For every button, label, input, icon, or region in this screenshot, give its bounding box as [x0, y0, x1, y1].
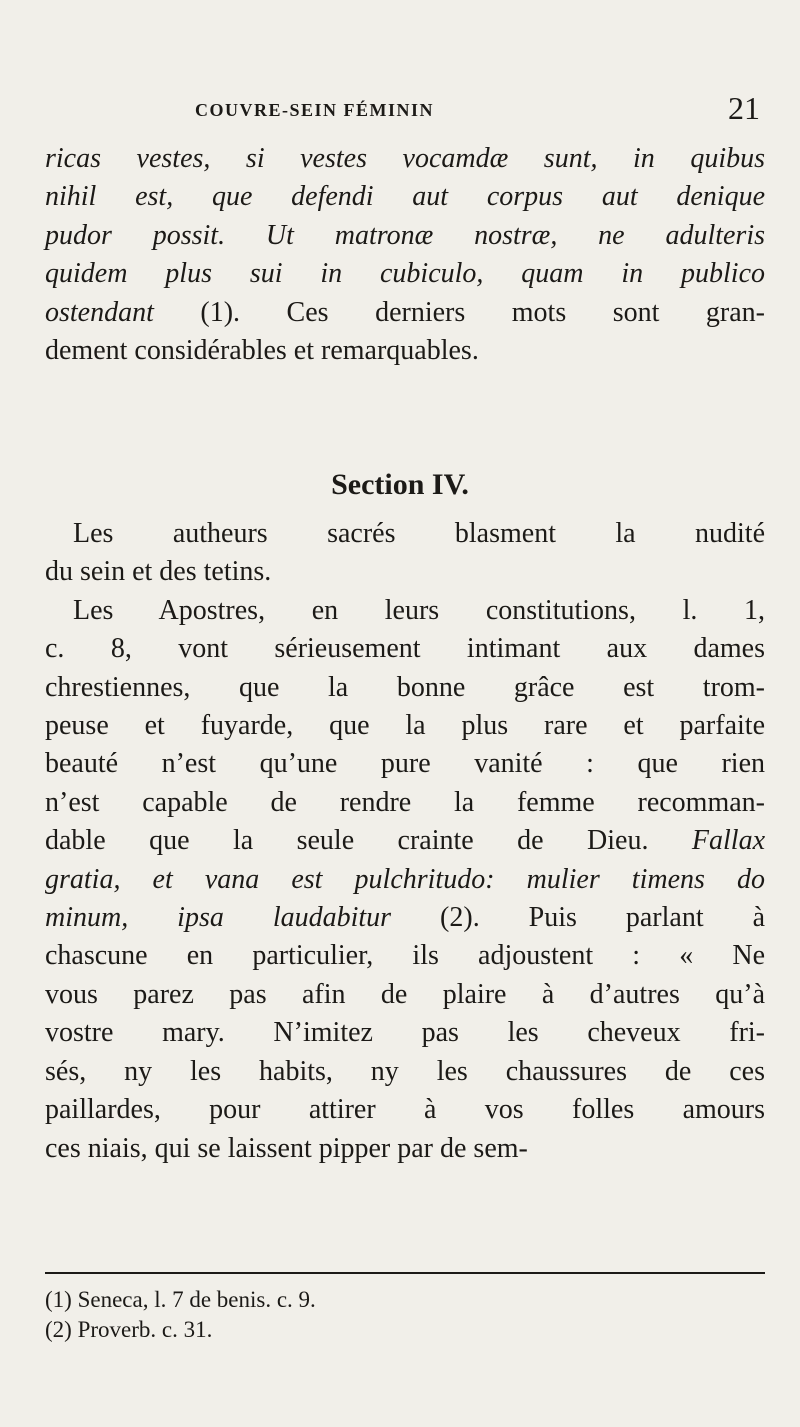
- text-span: dement considérables et remarquables.: [45, 335, 479, 367]
- text-line: [45, 332, 765, 370]
- page-header: [195, 90, 760, 124]
- text-line: [45, 1053, 765, 1091]
- text-line: [45, 217, 765, 255]
- footnotes: [45, 1285, 316, 1345]
- text-line: [45, 707, 765, 745]
- text-line: [45, 630, 765, 668]
- text-line: [45, 255, 765, 293]
- text-line: [45, 592, 765, 630]
- text-span: nihil est, que defendi aut corpus aut denique: [45, 181, 765, 213]
- text-span: chrestiennes, que la bonne grâce est trom-: [45, 671, 765, 703]
- text-span: minum, ipsa laudabitur: [45, 902, 392, 934]
- text-span: quidem plus sui in cubiculo, quam in publico: [45, 258, 765, 290]
- text-span: vous parez pas afin de plaire à d’autres qu’à: [45, 978, 765, 1010]
- text-span: Les autheurs sacrés blasment la nudité: [73, 518, 765, 549]
- text-line: [45, 1014, 765, 1052]
- paragraph-latin-quote: [45, 140, 765, 370]
- paragraph-2-lines: [45, 515, 765, 592]
- footnote-1: (1) Seneca, l. 7 de benis. c. 9.: [45, 1287, 316, 1312]
- text-line: [45, 140, 765, 178]
- running-title: COUVRE-SEIN FÉMININ: [195, 100, 435, 120]
- text-span: ces niais, qui se laissent pipper par de sem-: [45, 1132, 528, 1164]
- section-heading: Section IV.: [331, 468, 469, 501]
- text-line: [45, 861, 765, 899]
- text-line: [45, 1130, 765, 1168]
- text-span: (1). Ces derniers mots sont gran-: [153, 296, 765, 328]
- footnote-2: (2) Proverb. c. 31.: [45, 1317, 213, 1342]
- text-span: c. 8, vont sérieusement intimant aux dames: [45, 633, 765, 665]
- paragraph-1-lines: [45, 140, 765, 370]
- paragraph-3-lines: [45, 592, 765, 1168]
- text-span: n’est capable de rendre la femme recomman-: [45, 786, 765, 818]
- text-span: (2). Puis parlant à: [391, 902, 766, 934]
- text-line: [45, 669, 765, 707]
- text-span: gratia, et vana est pulchritudo: mulier timens do: [45, 863, 765, 895]
- text-line: [45, 294, 765, 332]
- text-span: sés, ny les habits, ny les chaussures de ces: [45, 1055, 765, 1087]
- footnote-divider: [45, 1272, 765, 1274]
- text-line: [45, 515, 765, 553]
- text-span: ricas vestes, si vestes vocamdæ sunt, in quibus: [45, 143, 765, 174]
- text-span: paillardes, pour attirer à vos folles amours: [45, 1094, 765, 1126]
- text-line: [45, 745, 765, 783]
- text-line: [45, 784, 765, 822]
- text-span: vostre mary. N’imitez pas les cheveux fri-: [45, 1017, 765, 1049]
- text-span: dable que la seule crainte de Dieu.: [45, 825, 692, 857]
- text-span: chascune en particulier, ils adjoustent : « Ne: [45, 940, 765, 972]
- text-span: pudor possit. Ut matronæ nostræ, ne adulteris: [45, 219, 765, 251]
- text-span: beauté n’est qu’une pure vanité : que rien: [45, 748, 765, 780]
- text-span: Les Apostres, en leurs constitutions, l. 1,: [73, 594, 765, 626]
- text-line: [45, 553, 765, 591]
- text-line: [45, 976, 765, 1014]
- text-line: [45, 822, 765, 860]
- text-line: [45, 1091, 765, 1129]
- text-line: [45, 178, 765, 216]
- text-span: Fallax: [691, 825, 765, 857]
- page-number: 21: [728, 90, 760, 126]
- text-span: du sein et des tetins.: [45, 556, 272, 588]
- text-span: peuse et fuyarde, que la plus rare et parfaite: [45, 710, 765, 742]
- text-line: [45, 899, 765, 937]
- text-span: ostendant: [45, 296, 154, 328]
- text-line: [45, 937, 765, 975]
- section-body: [45, 515, 765, 1168]
